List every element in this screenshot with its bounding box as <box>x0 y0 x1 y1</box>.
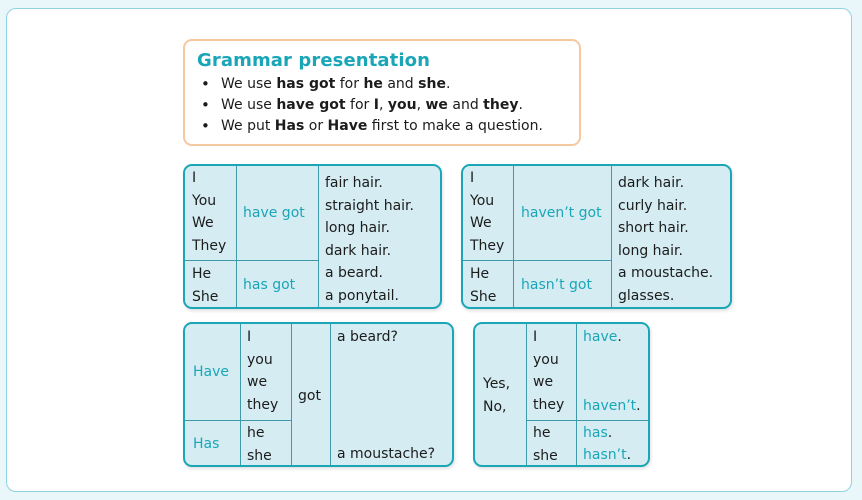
affirmative-plural-subjects: I You We They <box>192 170 227 254</box>
question-object-moustache: a moustache? <box>337 446 436 462</box>
short-answer-singular-has: has. <box>583 425 613 441</box>
grammar-rule-have-got: • We use have got for I, you, we and they. <box>197 95 567 116</box>
question-aux-has: Has <box>193 435 220 452</box>
grammar-rule-has-got: • We use has got for he and she. <box>197 74 567 95</box>
short-answer-singular-subjects: he she <box>533 425 558 464</box>
affirmative-singular-subjects: He She <box>192 266 219 305</box>
affirmative-table <box>183 164 442 309</box>
grammar-presentation-box <box>183 39 581 146</box>
short-answer-singular-hasnt: hasn’t. <box>583 447 632 463</box>
negative-plural-subjects: I You We They <box>470 170 505 254</box>
negative-singular-subjects: He She <box>470 266 497 305</box>
question-object-beard: a beard? <box>337 329 398 345</box>
short-answer-plural-subjects: I you we they <box>533 329 565 413</box>
grammar-rule-question: • We put Has or Have first to make a question. <box>197 116 567 137</box>
short-answer-yes-no: Yes, No, <box>483 376 511 415</box>
question-got: got <box>298 388 321 405</box>
question-singular-subjects: he she <box>247 425 272 464</box>
negative-singular-verb: hasn’t got <box>521 276 592 293</box>
question-table <box>183 322 454 467</box>
affirmative-plural-verb: have got <box>243 204 305 221</box>
negative-table <box>461 164 732 309</box>
question-aux-have: Have <box>193 363 230 380</box>
affirmative-objects: fair hair. straight hair. long hair. dark hair. a beard. a ponytail. <box>325 175 414 304</box>
negative-plural-verb: haven’t got <box>521 204 602 221</box>
affirmative-singular-verb: has got <box>243 276 296 293</box>
short-answer-plural-havent: haven’t. <box>583 398 641 414</box>
short-answers-table <box>473 322 650 467</box>
short-answer-plural-have: have. <box>583 329 622 345</box>
grammar-presentation-title: Grammar presentation <box>197 50 431 71</box>
question-plural-subjects: I you we they <box>247 329 279 413</box>
grammar-rules-list <box>197 74 567 137</box>
negative-objects: dark hair. curly hair. short hair. long hair. a moustache. glasses. <box>618 175 714 304</box>
